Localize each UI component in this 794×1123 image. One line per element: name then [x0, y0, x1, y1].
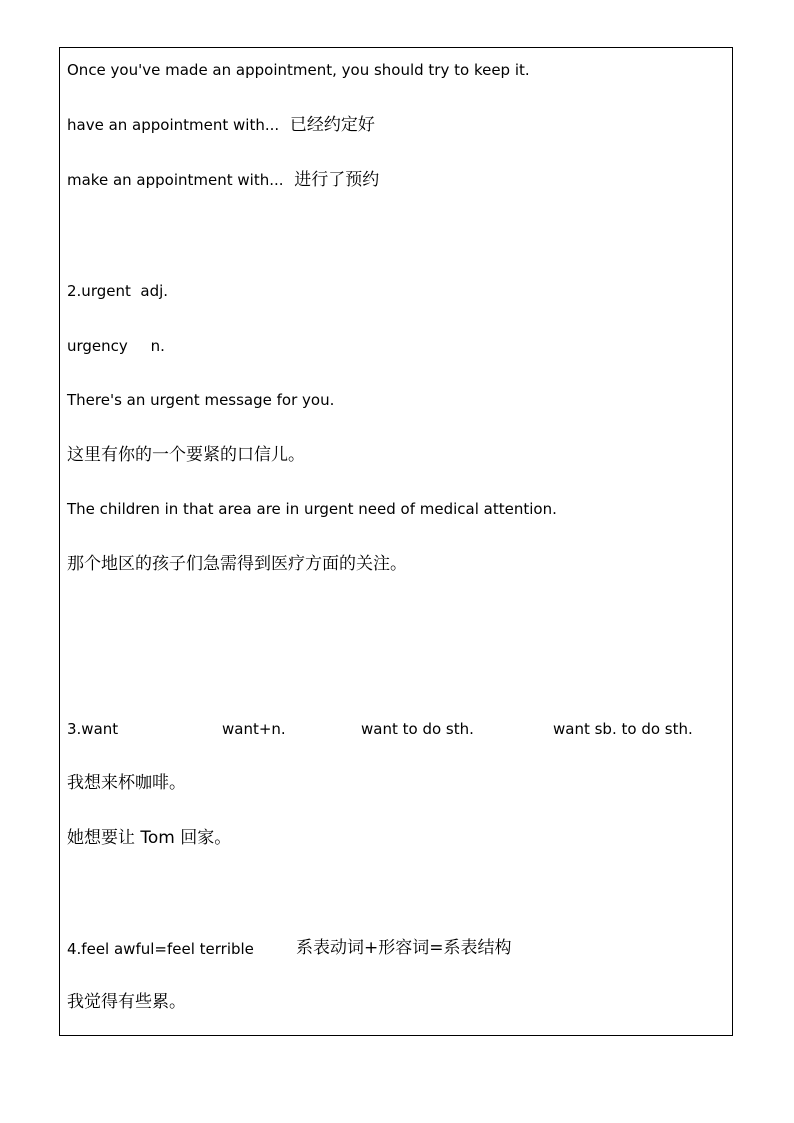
heading-feel-awful: 4.feel awful=feel terrible: [67, 940, 254, 958]
content-box: [59, 47, 733, 1036]
example-urgent-message-en: There's an urgent message for you.: [67, 391, 335, 409]
example-urgent-need-en: The children in that area are in urgent need of medical attention.: [67, 500, 557, 518]
note-linking-verb-structure: 系表动词+形容词=系表结构: [296, 938, 512, 958]
sentence-keep-appointment: Once you've made an appointment, you should try to keep it.: [67, 61, 530, 79]
word-urgency-term: urgency: [67, 337, 128, 355]
phrase-have-appointment: [67, 115, 375, 135]
pattern-want-sb-to-do: want sb. to do sth.: [553, 720, 693, 738]
example-urgent-message-zh: 这里有你的一个要紧的口信儿。: [67, 445, 305, 465]
word-urgency-pos: n.: [150, 337, 165, 355]
phrase-have-appointment-en: have an appointment with...: [67, 116, 280, 134]
pattern-want-to-do: want to do sth.: [361, 720, 474, 738]
exercise-tom-home-zh: 她想要让 Tom 回家。: [67, 828, 232, 848]
word-urgency: [67, 336, 165, 356]
pattern-want-noun: want+n.: [222, 720, 286, 738]
heading-urgent: 2.urgent adj.: [67, 282, 169, 300]
phrase-make-appointment: [67, 170, 379, 190]
phrase-make-appointment-en: make an appointment with...: [67, 171, 284, 189]
phrase-make-appointment-zh: 进行了预约: [294, 170, 380, 190]
example-urgent-need-zh: 那个地区的孩子们急需得到医疗方面的关注。: [67, 554, 407, 574]
exercise-coffee-zh: 我想来杯咖啡。: [67, 773, 186, 793]
exercise-tired-zh: 我觉得有些累。: [67, 992, 186, 1012]
heading-want: 3.want: [67, 720, 119, 738]
phrase-have-appointment-zh: 已经约定好: [289, 115, 375, 135]
